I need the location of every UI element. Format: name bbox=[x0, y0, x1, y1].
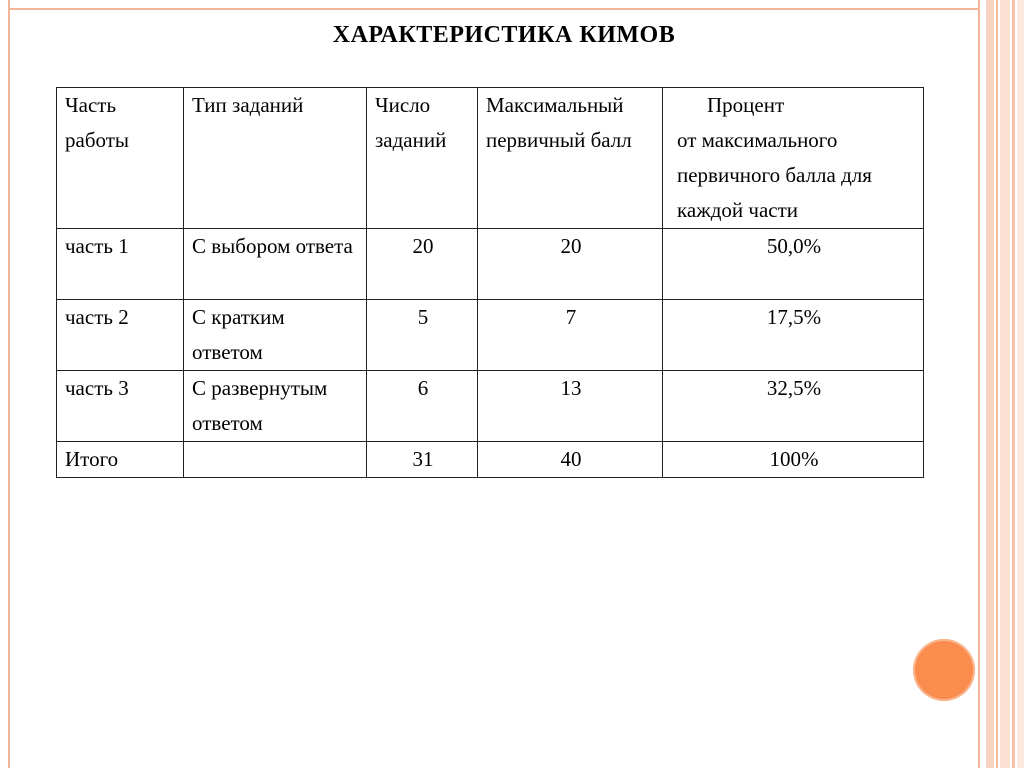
cell-part: часть 2 bbox=[57, 300, 184, 371]
cell-count: 6 bbox=[367, 371, 478, 442]
decor-stripe bbox=[1012, 0, 1015, 768]
header-percent bbox=[663, 88, 924, 229]
slide-frame-left bbox=[8, 0, 10, 768]
cell-count: 5 bbox=[367, 300, 478, 371]
cell-type: С развернутым ответом bbox=[184, 371, 367, 442]
header-max-score bbox=[478, 88, 663, 229]
cell-type: С выбором ответа bbox=[184, 229, 367, 300]
decor-stripe bbox=[986, 0, 994, 768]
header-type-label: Тип заданий bbox=[192, 93, 304, 117]
table-header-row bbox=[57, 88, 924, 229]
total-part: Итого bbox=[57, 442, 184, 478]
table-total-row bbox=[57, 442, 924, 478]
header-part-label: Часть работы bbox=[65, 93, 130, 152]
table-row bbox=[57, 300, 924, 371]
slide-title: ХАРАКТЕРИСТИКА КИМОВ bbox=[332, 22, 676, 48]
cell-type: С кратким ответом bbox=[184, 300, 367, 371]
total-percent: 100% bbox=[663, 442, 924, 478]
cell-percent: 32,5% bbox=[663, 371, 924, 442]
header-part bbox=[57, 88, 184, 229]
table-row bbox=[57, 229, 924, 300]
cell-percent: 17,5% bbox=[663, 300, 924, 371]
accent-circle bbox=[913, 639, 975, 701]
header-max-score-label: Максимальный первичный балл bbox=[486, 93, 632, 152]
total-count: 31 bbox=[367, 442, 478, 478]
header-percent-line2: от максимального первичного балла для каждой части bbox=[677, 128, 872, 222]
cell-max-score: 7 bbox=[478, 300, 663, 371]
cell-part: часть 3 bbox=[57, 371, 184, 442]
header-count bbox=[367, 88, 478, 229]
header-type bbox=[184, 88, 367, 229]
kim-characteristics-table bbox=[56, 87, 924, 478]
cell-max-score: 20 bbox=[478, 229, 663, 300]
cell-part: часть 1 bbox=[57, 229, 184, 300]
slide-frame-right bbox=[978, 0, 980, 768]
decor-stripe bbox=[1017, 0, 1024, 768]
table-row bbox=[57, 371, 924, 442]
total-max-score: 40 bbox=[478, 442, 663, 478]
cell-max-score: 13 bbox=[478, 371, 663, 442]
cell-count: 20 bbox=[367, 229, 478, 300]
slide-frame-top bbox=[8, 8, 980, 10]
total-type bbox=[184, 442, 367, 478]
decor-stripe bbox=[996, 0, 998, 768]
header-percent-line1: Процент bbox=[707, 93, 785, 117]
decor-stripe bbox=[1000, 0, 1010, 768]
cell-percent: 50,0% bbox=[663, 229, 924, 300]
header-count-label: Число заданий bbox=[375, 93, 447, 152]
